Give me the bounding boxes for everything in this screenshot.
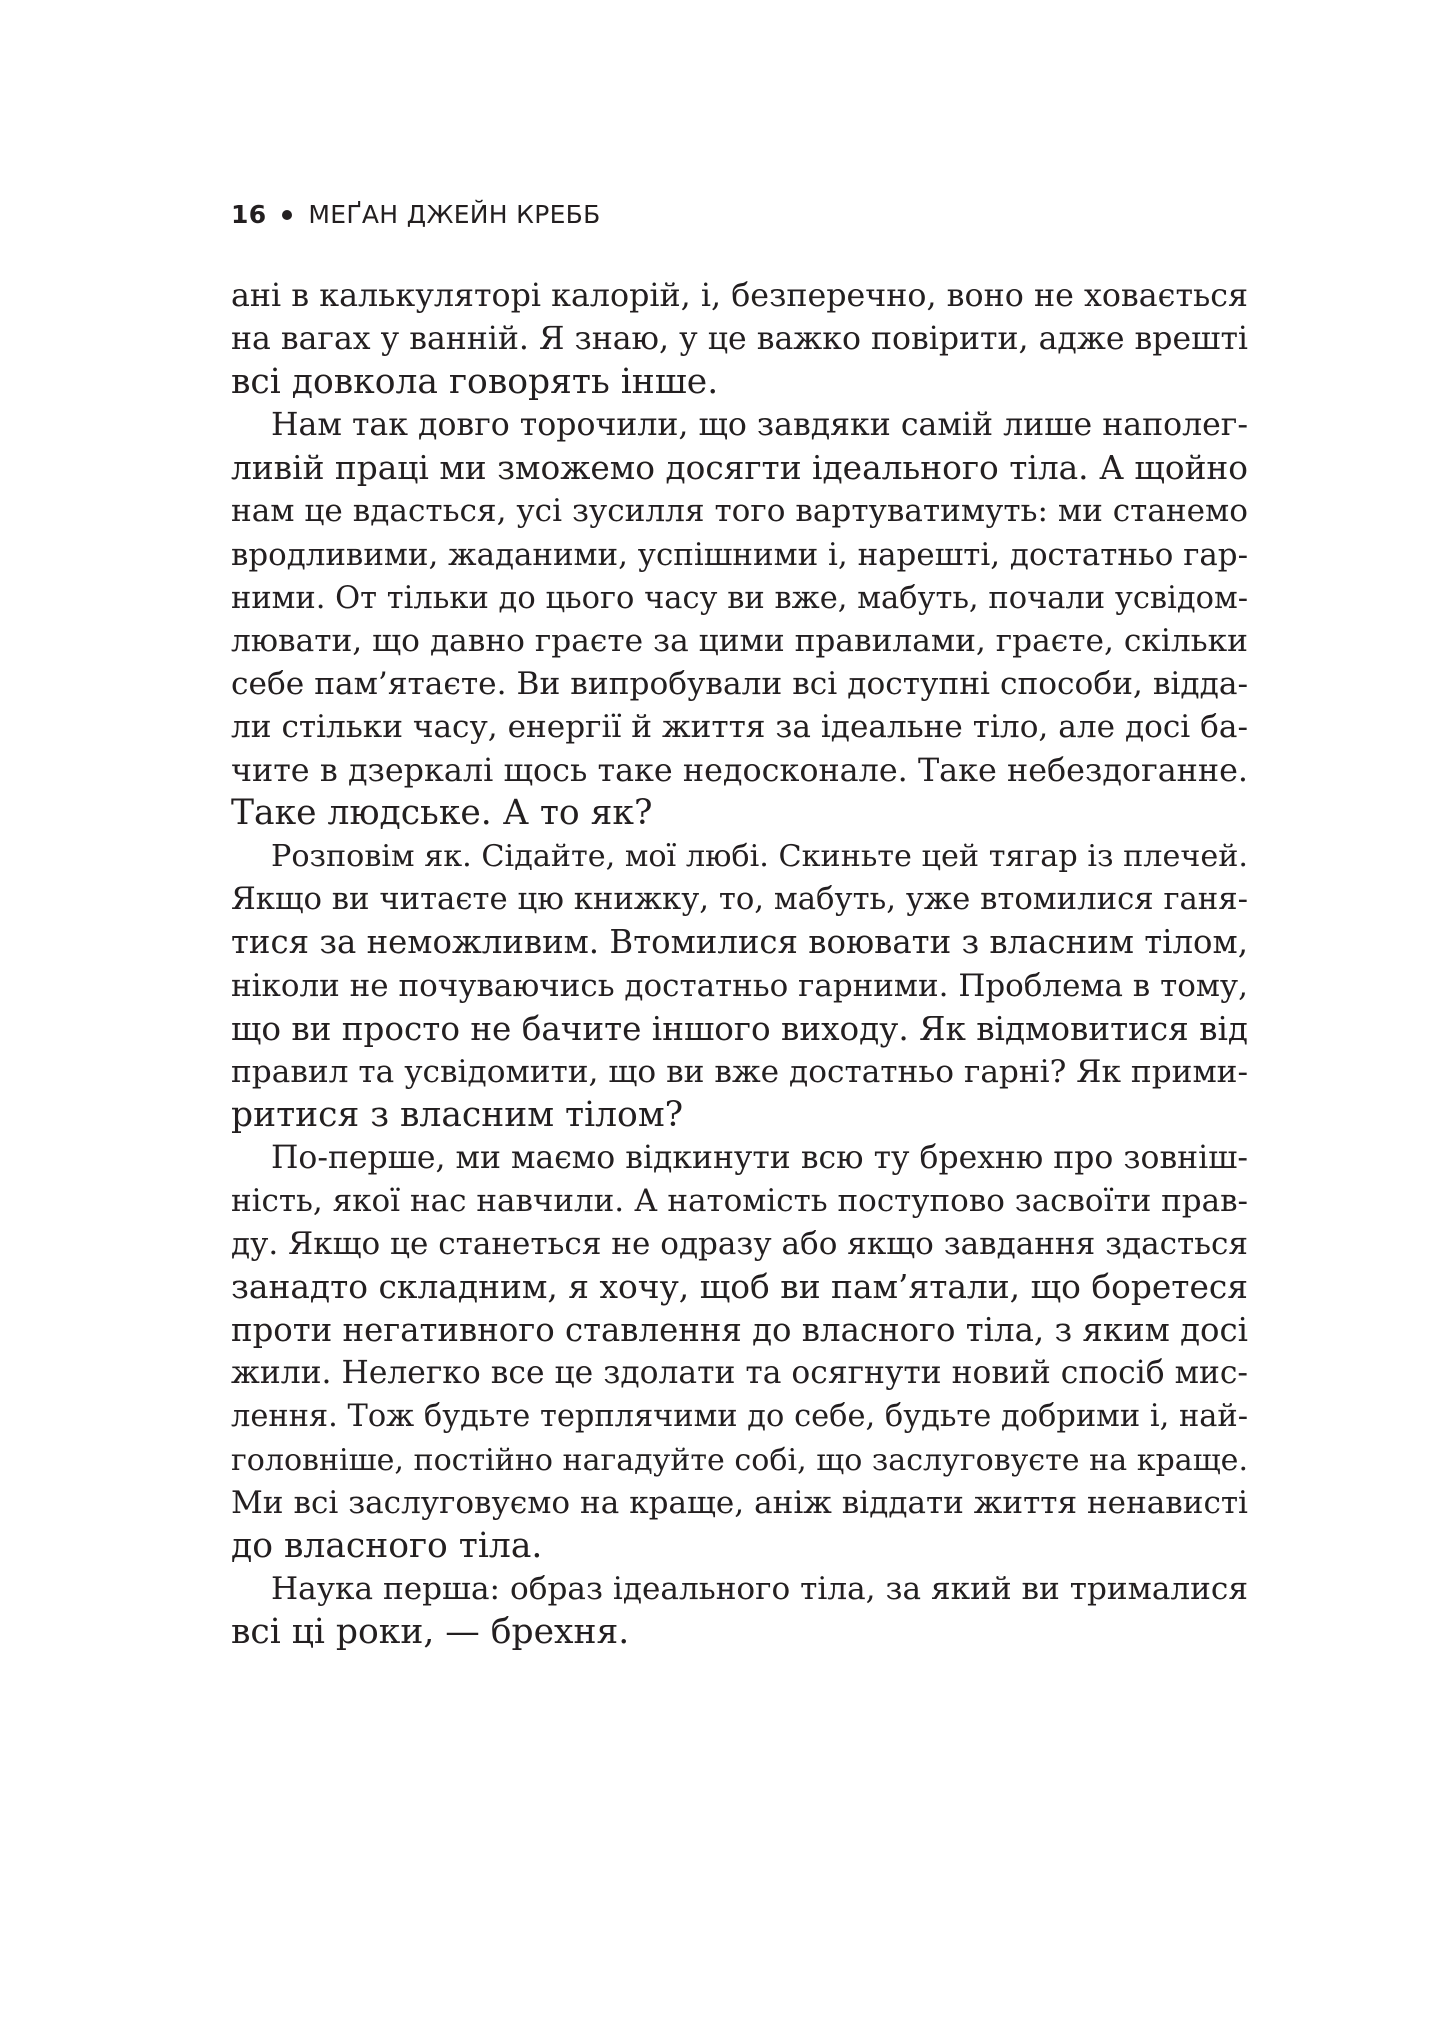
text-line: тися за неможливим. Втомилися воювати з власним тілом,: [231, 923, 1248, 962]
text-line: себе пам’ятаєте. Ви випробували всі доступні способи, відда-: [231, 665, 1248, 702]
text-line: всі ці роки, — брехня.: [231, 1611, 630, 1652]
text-line: ніколи не почуваючись достатньо гарними. Проблема в тому,: [231, 967, 1248, 1004]
text-line: По-перше, ми маємо відкинути всю ту брехню про зовніш-: [271, 1139, 1248, 1176]
text-line: лювати, що давно граєте за цими правилами, граєте, скільки: [231, 622, 1248, 659]
text-line: правил та усвідомити, що ви вже достатньо гарні? Як прими-: [231, 1053, 1248, 1090]
text-line: ли стільки часу, енергії й життя за ідеальне тіло, але досі ба-: [231, 708, 1248, 745]
text-line: на вагах у ванній. Я знаю, у це важко повірити, адже врешті: [231, 321, 1248, 358]
text-line: ду. Якщо це станеться не одразу або якщо завдання здасться: [231, 1226, 1248, 1263]
text-line: жили. Нелегко все це здолати та осягнути новий спосіб мис-: [231, 1355, 1248, 1392]
text-line: лення. Тож будьте терплячими до себе, будьте добрими і, най-: [231, 1399, 1248, 1435]
text-line: ані в калькуляторі калорій, і, безперечно, воно не ховається: [231, 278, 1248, 314]
text-line: ність, якої нас навчили. А натомість поступово засвоїти прав-: [231, 1182, 1248, 1219]
text-line: проти негативного ставлення до власного тіла, з яким досі: [231, 1311, 1248, 1350]
page-number: 16: [231, 200, 267, 229]
body-text: [231, 275, 1248, 1654]
text-line: що ви просто не бачите іншого виходу. Як відмовитися від: [231, 1009, 1248, 1048]
text-line: занадто складним, я хочу, щоб ви пам’ятали, що боретеся: [231, 1268, 1248, 1307]
text-line: головніше, постійно нагадуйте собі, що заслуговуєте на краще.: [231, 1442, 1248, 1478]
text-line: чите в дзеркалі щось таке недосконале. Таке небездоганне.: [231, 751, 1248, 790]
text-line: Наука перша: образ ідеального тіла, за який ви трималися: [271, 1570, 1248, 1607]
text-line: Якщо ви читаєте цю книжку, то, мабуть, уже втомилися ганя-: [231, 882, 1248, 918]
running-head: [231, 200, 601, 229]
text-line: Ми всі заслуговуємо на краще, аніж віддати життя ненависті: [231, 1484, 1248, 1521]
text-line: ними. От тільки до цього часу ви вже, мабуть, почали усвідом-: [231, 580, 1248, 616]
text-line: Розповім як. Сідайте, мої любі. Скиньте цей тягар із плечей.: [271, 839, 1248, 875]
bullet-separator: [282, 210, 292, 220]
text-line: ритися з власним тілом?: [231, 1094, 684, 1135]
text-line: вродливими, жаданими, успішними і, нарешті, достатньо гар-: [231, 536, 1248, 573]
text-line: нам це вдасться, усі зусилля того вартуватимуть: ми станемо: [231, 493, 1248, 530]
text-line: всі довкола говорять інше.: [231, 362, 719, 403]
text-line: до власного тіла.: [231, 1525, 543, 1566]
text-line: Нам так довго торочили, що завдяки самій лише наполег-: [271, 407, 1248, 444]
author-name: МЕҐАН ДЖЕЙН КРЕББ: [308, 200, 601, 229]
text-line: ливій праці ми зможемо досягти ідеального тіла. А щойно: [231, 449, 1248, 488]
text-line: Таке людське. А то як?: [231, 793, 653, 834]
